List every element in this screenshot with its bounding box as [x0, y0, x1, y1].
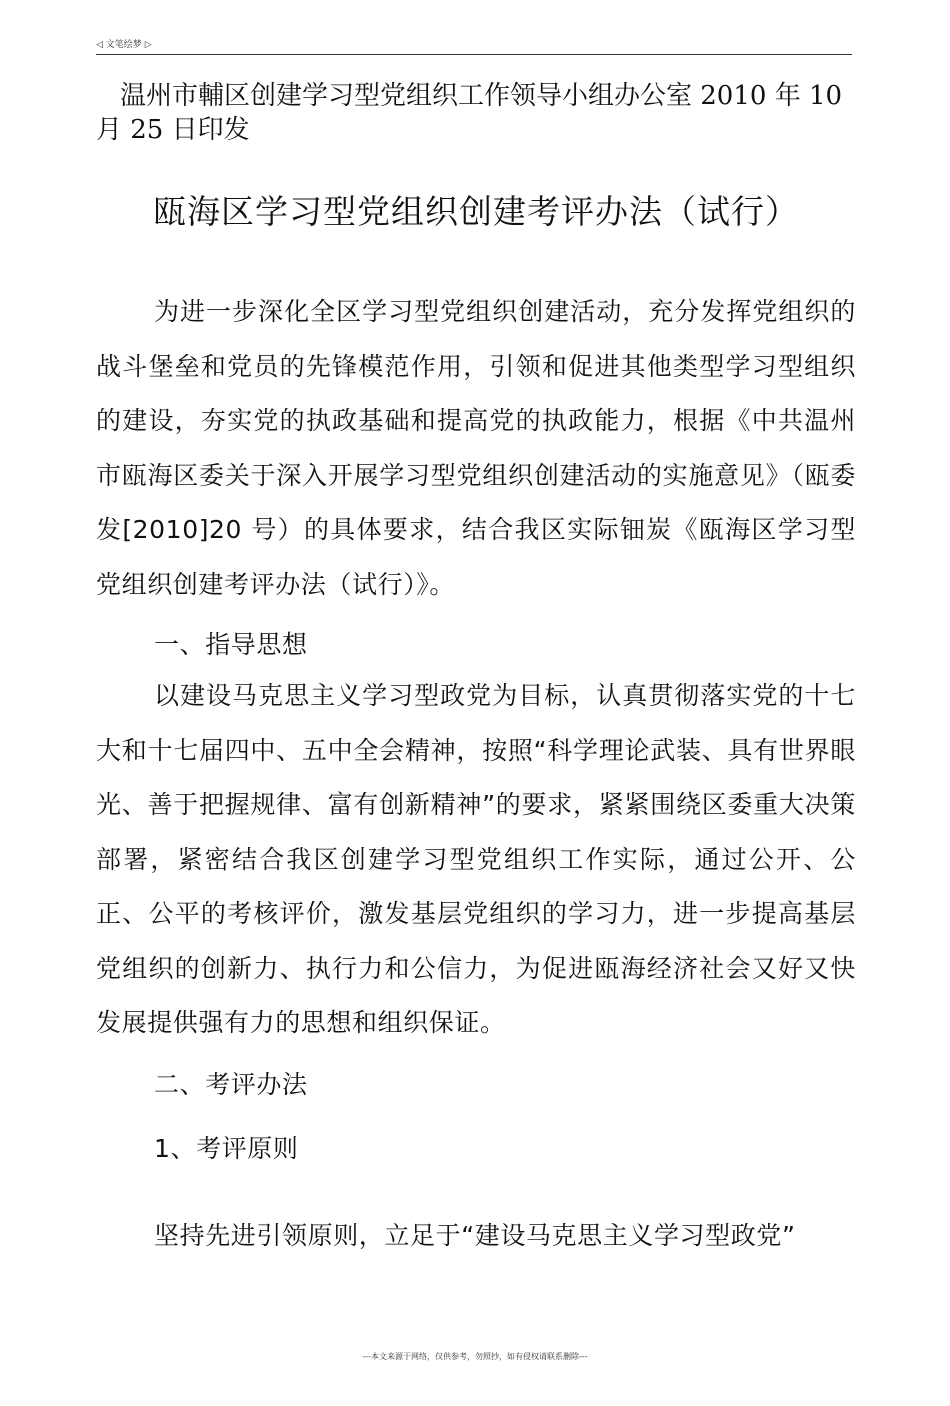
header-text: 文笔绘梦	[105, 40, 142, 50]
left-triangle-icon: ◁	[96, 40, 103, 50]
document-title: 瓯海区学习型党组织创建考评办法（试行）	[153, 192, 799, 231]
issuer-line: 温州市輔区创建学习型党组织工作领导小组办公室 2010 年 10 月 25 日印发	[96, 81, 843, 145]
right-triangle-icon: ▷	[144, 40, 152, 50]
page-footer: ---本文来源于网络，仅供参考，勿照抄，如有侵权请联系删除---	[362, 1352, 588, 1361]
section-heading-guiding-thought: 一、指导思想	[154, 630, 308, 659]
subsection-heading-evaluation-principle: 1、考评原则	[154, 1134, 299, 1163]
section-heading-evaluation-method: 二、考评办法	[154, 1070, 308, 1099]
page-header	[96, 38, 852, 55]
intro-paragraph: 为进一步深化全区学习型党组织创建活动，充分发挥党组织的战斗堡垒和党员的先锋模范作用，引领和促进其他类型学习型组织的建设，夯实党的执政基础和提高党的执政能力，根据《中共温州市瓯海区委关于深入开展学习型党组织创建活动的实施意见》（瓯委发[2010]20 号）的具体要求，结合我区实际钿炭《瓯海区学习型党组织创建考评办法（试行）》。	[96, 297, 856, 599]
evaluation-principle-paragraph: 坚持先进引领原则，立足于“建设马克思主义学习型政党”	[154, 1221, 796, 1250]
guiding-thought-paragraph: 以建设马克思主义学习型政党为目标，认真贯彻落实党的十七大和十七届四中、五中全会精神，按照“科学理论武装、具有世界眼光、善于把握规律、富有创新精神”的要求，紧紧围绕区委重大决策部署，紧密结合我区创建学习型党组织工作实际，通过公开、公正、公平的考核评价，激发基层党组织的学习力，进一步提高基层党组织的创新力、执行力和公信力，为促进瓯海经济社会又好又快发展提供强有力的思想和组织保证。	[96, 681, 856, 1037]
